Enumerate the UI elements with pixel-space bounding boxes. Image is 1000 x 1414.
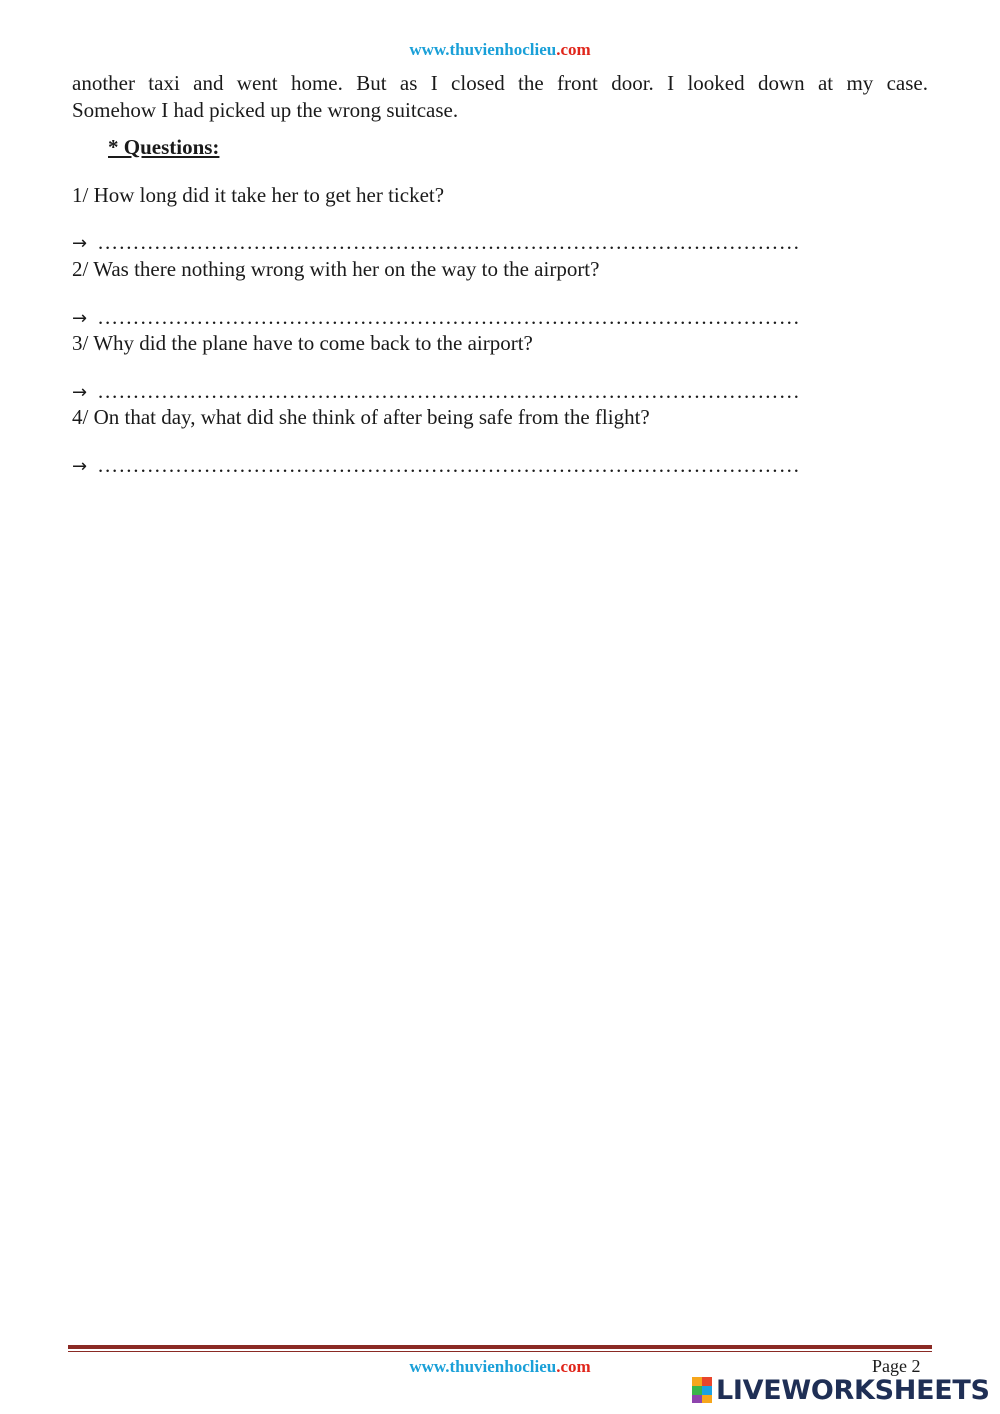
answer-blank[interactable]: ……………………………………………………………………………………… [97,453,800,477]
header-url-main: www.thuvienhoclieu [409,40,557,59]
footer-url-main: www.thuvienhoclieu [409,1357,557,1376]
answer-blank[interactable]: ……………………………………………………………………………………… [97,230,800,254]
question-4: 4/ On that day, what did she think of after being safe from the flight? [72,405,650,429]
questions-heading: * Questions: [108,135,220,159]
arrow-icon: → [72,456,88,477]
logo-tile [702,1395,712,1403]
logo-tile [692,1386,702,1395]
question-3: 3/ Why did the plane have to come back to the airport? [72,331,533,355]
logo-tile [702,1386,712,1395]
header-website-url [0,40,1000,60]
footer-divider-thin [68,1351,932,1352]
footer-url-tld: .com [556,1357,591,1376]
answer-blank[interactable]: ……………………………………………………………………………………… [97,379,800,403]
answer-blank[interactable]: ……………………………………………………………………………………… [97,305,800,329]
answer-line-4[interactable] [72,452,800,480]
arrow-icon: → [72,233,88,254]
answer-line-3[interactable] [72,378,800,406]
logo-tile [702,1377,712,1386]
arrow-icon: → [72,382,88,403]
passage-line-1: another taxi and went home. But as I closed the front door. I looked down at my case. [72,71,928,95]
header-url-tld: .com [556,40,591,59]
answer-line-1[interactable] [72,229,800,257]
liveworksheets-wordmark: LIVEWORKSHEETS [716,1374,990,1406]
liveworksheets-brand [692,1374,990,1406]
footer-divider-thick [68,1345,932,1349]
question-1: 1/ How long did it take her to get her ticket? [72,183,445,207]
reading-passage [72,70,928,124]
arrow-icon: → [72,308,88,329]
question-2: 2/ Was there nothing wrong with her on the way to the airport? [72,257,600,281]
liveworksheets-logo-icon [692,1377,712,1403]
logo-tile [692,1377,702,1386]
logo-tile [692,1395,702,1403]
answer-line-2[interactable] [72,304,800,332]
page-number: Page 2 [872,1356,921,1376]
passage-line-2: Somehow I had picked up the wrong suitcase. [72,98,459,122]
